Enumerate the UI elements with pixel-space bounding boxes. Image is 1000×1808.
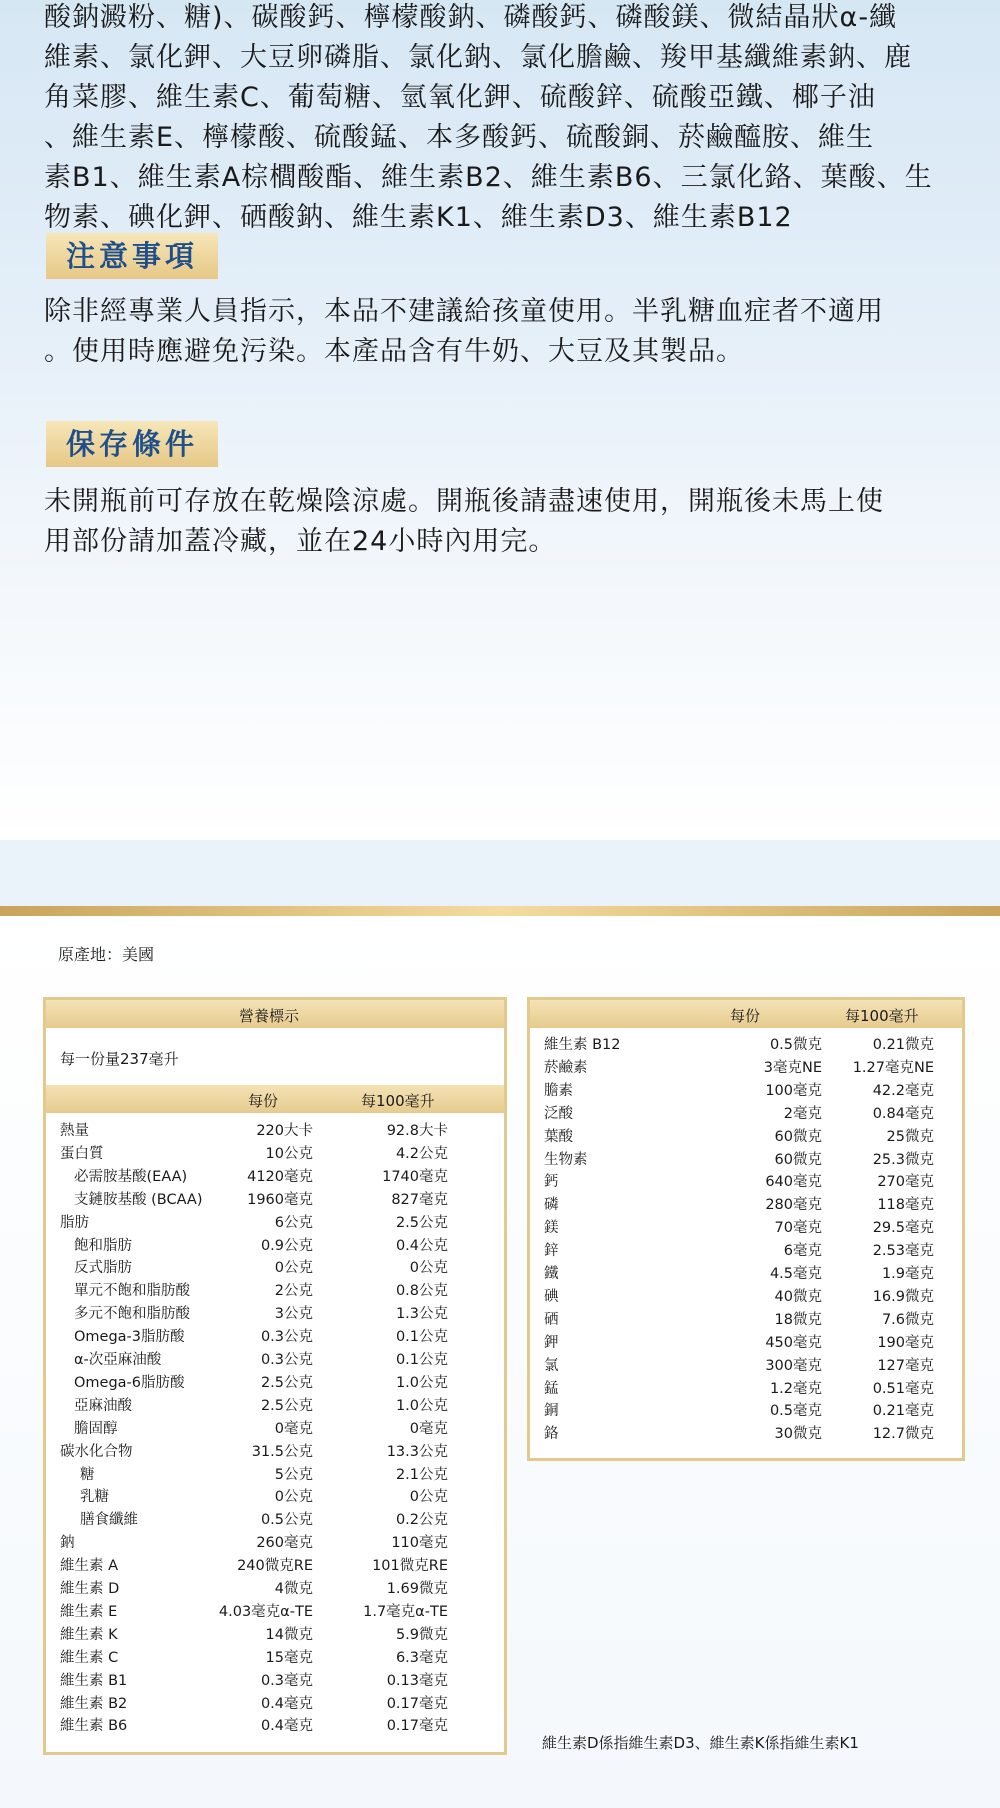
per-100ml-value: 13.3公克	[386, 1443, 448, 1460]
nutrition-row	[530, 1240, 962, 1263]
nutrition-row	[46, 1257, 504, 1280]
per-100ml-value: 2.5公克	[395, 1214, 448, 1231]
per-100ml-value: 1740毫克	[382, 1168, 448, 1185]
per-100ml-value: 1.3公克	[395, 1306, 448, 1323]
nutrient-name: 碘	[544, 1288, 559, 1305]
nutrition-table-left	[43, 997, 507, 1755]
per-serving-value: 0毫克	[274, 1420, 313, 1437]
per-serving-value: 0.3公克	[260, 1352, 313, 1368]
nutrient-name: 必需胺基酸(EAA)	[74, 1168, 188, 1185]
col-per-100-right: 每100毫升	[845, 1007, 919, 1025]
per-100ml-value: 0.2公克	[395, 1512, 448, 1529]
nutrient-name: 維生素 C	[60, 1649, 119, 1666]
per-serving-value: 2毫克	[783, 1105, 822, 1122]
nutrient-name: 碳水化合物	[60, 1443, 133, 1460]
nutrient-name: 膽固醇	[74, 1420, 118, 1437]
nutrition-row	[530, 1194, 962, 1217]
per-100ml-value: 5.9微克	[395, 1626, 448, 1643]
per-100ml-value: 2.53毫克	[872, 1243, 934, 1260]
per-100ml-value: 0毫克	[409, 1420, 448, 1437]
nutrition-row	[46, 1715, 504, 1738]
per-serving-value: 0.4毫克	[260, 1718, 313, 1735]
column-header-bar-right	[530, 1000, 962, 1028]
per-100ml-value: 1.0公克	[395, 1374, 448, 1391]
col-per-serving-right: 每份	[730, 1007, 761, 1025]
per-100ml-value: 827毫克	[391, 1191, 448, 1208]
nutrient-name: 膳食纖維	[80, 1512, 138, 1529]
per-100ml-value: 0.17毫克	[386, 1718, 448, 1735]
per-serving-value: 300毫克	[765, 1357, 822, 1374]
nutrition-row	[46, 1303, 504, 1326]
per-serving-value: 260毫克	[256, 1535, 313, 1552]
nutrition-title-bar	[46, 1000, 504, 1028]
nutrient-name: 蛋白質	[60, 1145, 104, 1162]
nutrient-name: 鈉	[60, 1535, 75, 1552]
per-serving-value: 30微克	[774, 1426, 822, 1443]
serving-size: 每一份量237毫升	[60, 1050, 179, 1068]
nutrition-row	[46, 1280, 504, 1303]
nutrient-name: 維生素 K	[60, 1626, 118, 1643]
nutrition-row	[530, 1286, 962, 1309]
caution-line: 。使用時應避免污染。本產品含有牛奶、大豆及其製品。	[44, 336, 744, 367]
nutrient-name: α-次亞麻油酸	[74, 1352, 162, 1368]
per-100ml-value: 7.6微克	[881, 1311, 934, 1328]
per-100ml-value: 1.9毫克	[881, 1266, 934, 1282]
col-per-100: 每100毫升	[361, 1092, 435, 1110]
per-serving-value: 220大卡	[256, 1123, 313, 1139]
nutrition-row	[530, 1309, 962, 1332]
nutrition-row	[530, 1355, 962, 1378]
per-serving-value: 60微克	[774, 1151, 822, 1168]
nutrient-name: 維生素 B6	[60, 1718, 128, 1735]
column-header-bar	[46, 1085, 504, 1113]
nutrient-name: 泛酸	[544, 1105, 573, 1122]
nutrition-row	[530, 1263, 962, 1286]
per-100ml-value: 0.4公克	[395, 1237, 448, 1254]
per-serving-value: 0.5微克	[769, 1037, 822, 1053]
nutrient-name: Omega-6脂肪酸	[74, 1374, 185, 1391]
per-serving-value: 70毫克	[774, 1220, 822, 1237]
nutrient-name: 亞麻油酸	[74, 1397, 132, 1414]
nutrient-name: 鋅	[544, 1243, 559, 1260]
nutrition-row	[46, 1235, 504, 1258]
per-100ml-value: 101微克RE	[372, 1558, 448, 1575]
per-serving-value: 4120毫克	[247, 1168, 313, 1185]
nutrient-name: 膽素	[544, 1082, 573, 1099]
caution-line: 除非經專業人員指示，本品不建議給孩童使用。半乳糖血症者不適用	[44, 296, 884, 327]
nutrient-name: 熱量	[60, 1123, 89, 1139]
col-per-serving: 每份	[248, 1092, 279, 1110]
per-serving-value: 18微克	[774, 1311, 822, 1328]
per-100ml-value: 0.84毫克	[872, 1105, 934, 1122]
ingredients-line: 、維生素E、檸檬酸、硫酸錳、本多酸鈣、硫酸銅、菸鹼醯胺、維生	[44, 122, 875, 153]
ingredients-line: 物素、碘化鉀、硒酸鈉、維生素K1、維生素D3、維生素B12	[44, 202, 793, 233]
nutrition-title: 營養標示	[239, 1007, 300, 1025]
nutrition-table-right	[527, 997, 965, 1461]
nutrition-row	[46, 1349, 504, 1372]
nutrition-row	[530, 1171, 962, 1194]
per-serving-value: 4.5毫克	[769, 1266, 822, 1282]
per-100ml-value: 16.9微克	[872, 1288, 934, 1305]
per-100ml-value: 0.21微克	[872, 1037, 934, 1053]
per-100ml-value: 270毫克	[877, 1174, 934, 1191]
nutrient-name: 菸鹼素	[544, 1059, 588, 1076]
nutrition-row	[46, 1509, 504, 1532]
nutrition-row	[46, 1212, 504, 1235]
nutrition-row	[530, 1217, 962, 1240]
per-100ml-value: 110毫克	[391, 1535, 448, 1552]
nutrition-row	[46, 1166, 504, 1189]
per-100ml-value: 0.51毫克	[872, 1380, 934, 1397]
per-100ml-value: 127毫克	[877, 1357, 934, 1374]
ingredients-line: 角菜膠、維生素C、葡萄糖、氫氧化鉀、硫酸鋅、硫酸亞鐵、椰子油	[44, 82, 876, 113]
nutrient-name: 硒	[544, 1311, 559, 1328]
nutrient-name: 飽和脂肪	[74, 1237, 132, 1254]
footnote: 維生素D係指維生素D3、維生素K係指維生素K1	[542, 1734, 859, 1752]
per-100ml-value: 0.8公克	[395, 1283, 448, 1300]
nutrient-name: 單元不飽和脂肪酸	[74, 1283, 190, 1300]
per-serving-value: 4.03毫克α-TE	[218, 1603, 313, 1620]
nutrient-name: 脂肪	[60, 1214, 89, 1231]
nutrient-name: 維生素 B2	[60, 1695, 128, 1712]
nutrition-row	[46, 1120, 504, 1143]
nutrition-row	[530, 1080, 962, 1103]
nutrient-name: 生物素	[544, 1151, 588, 1168]
per-serving-value: 6毫克	[783, 1243, 822, 1260]
nutrient-name: 維生素 A	[60, 1558, 119, 1575]
nutrition-row	[530, 1423, 962, 1446]
ingredients-line: 酸鈉澱粉、糖)、碳酸鈣、檸檬酸鈉、磷酸鈣、磷酸鎂、微結晶狀α-纖	[44, 2, 898, 33]
per-100ml-value: 1.69微克	[386, 1581, 448, 1597]
per-serving-value: 2.5公克	[260, 1397, 313, 1414]
per-serving-value: 5公克	[274, 1466, 313, 1483]
per-serving-value: 60微克	[774, 1128, 822, 1145]
ingredients-line: 維素、氯化鉀、大豆卵磷脂、氯化鈉、氯化膽鹼、羧甲基纖維素鈉、鹿	[44, 42, 912, 73]
origin-text: 原產地：美國	[58, 945, 155, 964]
per-100ml-value: 4.2公克	[395, 1145, 448, 1162]
per-serving-value: 15毫克	[265, 1649, 313, 1666]
per-100ml-value: 25微克	[886, 1128, 934, 1145]
nutrient-name: 乳糖	[80, 1489, 109, 1506]
nutrition-row	[46, 1578, 504, 1601]
nutrient-name: 鈣	[544, 1174, 559, 1191]
per-serving-value: 0公克	[274, 1260, 313, 1277]
nutrition-row	[46, 1189, 504, 1212]
nutrition-row	[530, 1126, 962, 1149]
per-serving-value: 0.9公克	[260, 1237, 313, 1254]
nutrition-row	[46, 1143, 504, 1166]
nutrient-name: 支鏈胺基酸 (BCAA)	[74, 1191, 203, 1208]
per-serving-value: 0公克	[274, 1489, 313, 1506]
nutrient-name: 鉀	[544, 1334, 559, 1351]
per-100ml-value: 0.21毫克	[872, 1403, 934, 1420]
per-serving-value: 10公克	[265, 1145, 313, 1162]
per-100ml-value: 29.5毫克	[872, 1220, 934, 1237]
nutrition-row	[530, 1057, 962, 1080]
nutrient-name: 鎂	[544, 1220, 559, 1237]
nutrient-name: 銅	[544, 1403, 559, 1420]
nutrition-row	[46, 1693, 504, 1716]
nutrition-row	[46, 1326, 504, 1349]
per-100ml-value: 0.17毫克	[386, 1695, 448, 1712]
nutrition-row	[530, 1400, 962, 1423]
nutrition-row	[46, 1395, 504, 1418]
caution-heading: 注意事項	[46, 233, 218, 279]
nutrient-name: 鉻	[544, 1426, 559, 1443]
per-serving-value: 280毫克	[765, 1197, 822, 1214]
per-serving-value: 3公克	[274, 1306, 313, 1323]
per-100ml-value: 1.7毫克α-TE	[363, 1603, 448, 1620]
per-100ml-value: 0公克	[409, 1260, 448, 1277]
nutrition-row	[46, 1372, 504, 1395]
per-serving-value: 1.2毫克	[769, 1380, 822, 1397]
per-serving-value: 2.5公克	[260, 1374, 313, 1391]
nutrition-row	[46, 1670, 504, 1693]
nutrition-row	[530, 1034, 962, 1057]
per-100ml-value: 42.2毫克	[872, 1082, 934, 1099]
per-serving-value: 6公克	[274, 1214, 313, 1231]
nutrition-row	[530, 1332, 962, 1355]
nutrition-row	[46, 1464, 504, 1487]
nutrient-name: 維生素 B1	[60, 1672, 128, 1689]
nutrient-name: 維生素 E	[60, 1603, 118, 1620]
nutrient-name: 反式脂肪	[74, 1260, 132, 1277]
storage-heading: 保存條件	[46, 421, 218, 467]
per-100ml-value: 92.8大卡	[386, 1123, 448, 1139]
nutrition-row	[46, 1532, 504, 1555]
per-100ml-value: 118毫克	[877, 1197, 934, 1214]
per-serving-value: 1960毫克	[247, 1191, 313, 1208]
per-serving-value: 2公克	[274, 1283, 313, 1300]
nutrition-row	[46, 1418, 504, 1441]
per-serving-value: 0.5公克	[260, 1512, 313, 1529]
top-section	[0, 0, 1000, 840]
nutrition-row	[46, 1486, 504, 1509]
per-100ml-value: 0公克	[409, 1489, 448, 1506]
per-100ml-value: 12.7微克	[872, 1426, 934, 1443]
per-serving-value: 0.5毫克	[769, 1403, 822, 1420]
per-100ml-value: 0.1公克	[395, 1329, 448, 1346]
nutrient-name: 鐵	[544, 1266, 559, 1282]
per-serving-value: 0.3毫克	[260, 1672, 313, 1689]
nutrition-row	[530, 1378, 962, 1401]
per-serving-value: 240微克RE	[237, 1558, 313, 1575]
per-100ml-value: 25.3微克	[872, 1151, 934, 1168]
nutrient-name: 多元不飽和脂肪酸	[74, 1306, 190, 1323]
per-100ml-value: 6.3毫克	[395, 1649, 448, 1666]
per-serving-value: 31.5公克	[251, 1443, 313, 1460]
per-serving-value: 3毫克NE	[763, 1059, 822, 1076]
nutrient-name: 葉酸	[544, 1128, 573, 1145]
nutrition-row	[530, 1149, 962, 1172]
nutrient-name: 錳	[544, 1380, 559, 1397]
per-serving-value: 450毫克	[765, 1334, 822, 1351]
per-100ml-value: 190毫克	[877, 1334, 934, 1351]
nutrient-name: 維生素 B12	[544, 1037, 621, 1053]
per-100ml-value: 0.13毫克	[386, 1672, 448, 1689]
per-100ml-value: 1.0公克	[395, 1397, 448, 1414]
nutrition-row	[46, 1601, 504, 1624]
gold-divider	[0, 906, 1000, 916]
per-serving-value: 4微克	[274, 1581, 313, 1597]
storage-line: 用部份請加蓋冷藏，並在24小時內用完。	[44, 526, 557, 557]
nutrient-name: Omega-3脂肪酸	[74, 1329, 185, 1346]
per-serving-value: 100毫克	[765, 1082, 822, 1099]
per-serving-value: 14微克	[265, 1626, 313, 1643]
nutrition-row	[46, 1647, 504, 1670]
nutrition-row	[46, 1555, 504, 1578]
storage-line: 未開瓶前可存放在乾燥陰涼處。開瓶後請盡速使用，開瓶後未馬上使	[44, 486, 884, 517]
nutrition-row	[530, 1103, 962, 1126]
nutrition-row	[46, 1441, 504, 1464]
per-100ml-value: 0.1公克	[395, 1352, 448, 1368]
nutrient-name: 磷	[544, 1197, 559, 1214]
per-100ml-value: 1.27毫克NE	[852, 1059, 934, 1076]
ingredients-line: 素B1、維生素A棕櫚酸酯、維生素B2、維生素B6、三氯化鉻、葉酸、生	[44, 162, 933, 193]
nutrient-name: 氯	[544, 1357, 559, 1374]
per-serving-value: 40微克	[774, 1288, 822, 1305]
nutrition-row	[46, 1624, 504, 1647]
nutrient-name: 維生素 D	[60, 1581, 120, 1597]
per-serving-value: 0.3公克	[260, 1329, 313, 1346]
per-serving-value: 0.4毫克	[260, 1695, 313, 1712]
per-100ml-value: 2.1公克	[395, 1466, 448, 1483]
nutrient-name: 糖	[80, 1466, 95, 1483]
per-serving-value: 640毫克	[765, 1174, 822, 1191]
